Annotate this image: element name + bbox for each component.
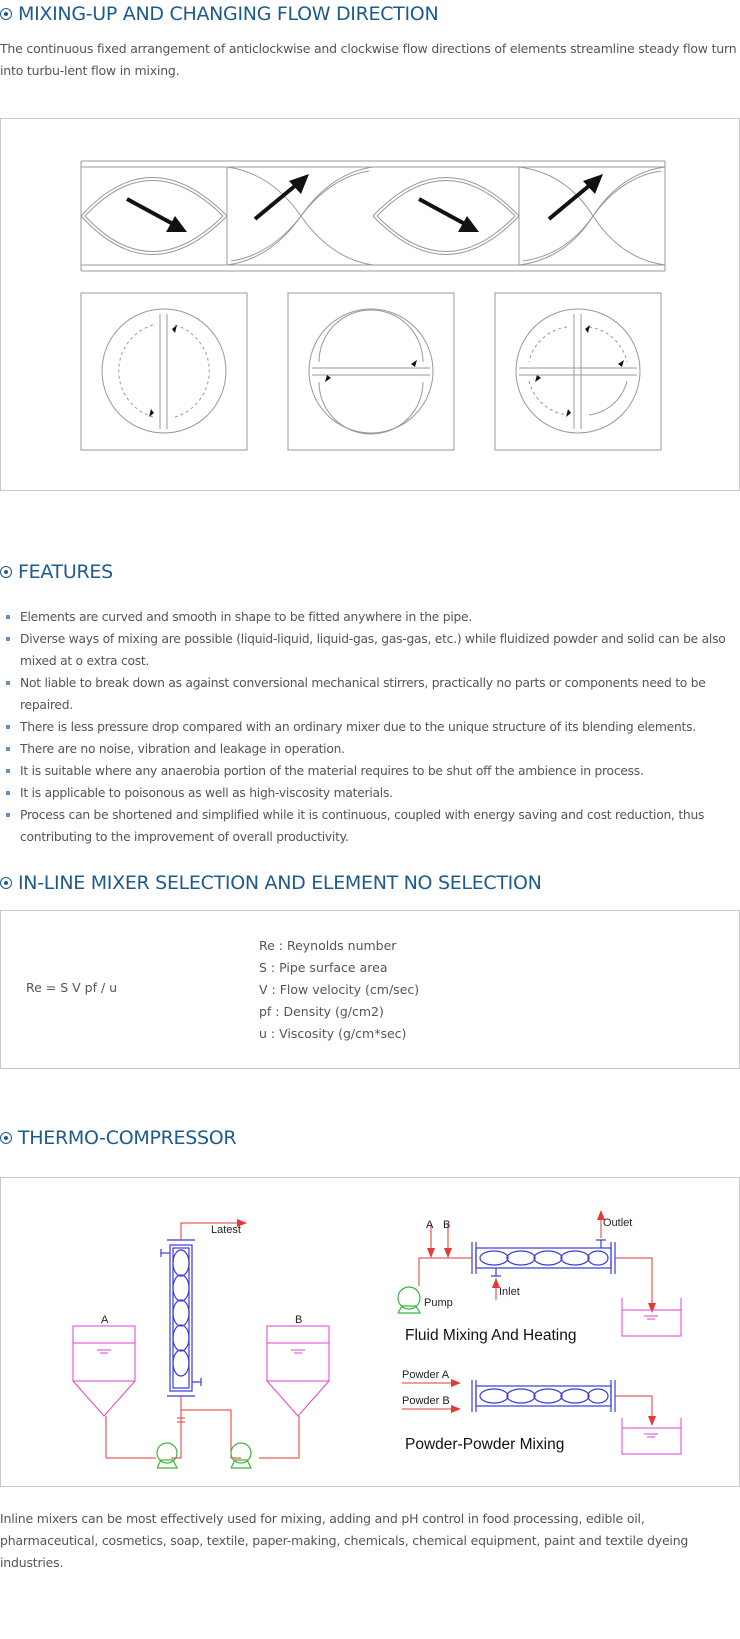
definition-item: u : Viscosity (g/cm*sec) [259,1026,407,1041]
outlet-label: Outlet [603,1217,633,1229]
thermo-diagram-box [0,1177,740,1487]
feature-item: It is suitable where any anaerobia portion of the material requires to be shut off the ambience in process. [0,760,740,782]
feature-item: It is applicable to poisonous as well as high-viscosity materials. [0,782,740,804]
inlet-a-label: A [426,1219,434,1231]
feature-item: Not liable to break down as against conversional mechanical stirrers, practically no parts or components need to be repaired. [0,672,740,716]
heading-bullet-icon [0,1132,12,1144]
tank-a-label: A [101,1314,109,1326]
feature-item: Process can be shortened and simplified while it is continuous, coupled with energy saving and cost reduction, thus contributing to the improvement of overall productivity. [0,804,740,848]
mixing-element-diagram [1,119,739,490]
section-heading-mixing [0,0,438,28]
feature-item: Elements are curved and smooth in shape to be fitted anywhere in the pipe. [0,606,740,628]
pump-label: Pump [424,1297,453,1309]
section-heading-thermo [0,1124,236,1152]
latest-label: Latest [211,1224,241,1236]
powder-mixing-label: Powder-Powder Mixing [405,1436,565,1453]
feature-item: Diverse ways of mixing are possible (liquid-liquid, liquid-gas, gas-gas, etc.) while fluidized powder and solid can be also mixed at o extra cost. [0,628,740,672]
inlet-label: Inlet [499,1286,520,1298]
definition-item: pf : Density (g/cm2) [259,1004,384,1019]
section-description: The continuous fixed arrangement of anticlockwise and clockwise flow directions of elements streamline steady flow turn into turbu-lent flow in mixing. [0,41,737,78]
thermo-compressor-diagram [1,1178,739,1486]
section-title: THERMO-COMPRESSOR [18,1127,237,1149]
section-title: IN-LINE MIXER SELECTION AND ELEMENT NO SELECTION [18,872,542,894]
fluid-mixing-label: Fluid Mixing And Heating [405,1327,577,1344]
section-title: MIXING-UP AND CHANGING FLOW DIRECTION [18,3,439,25]
heading-bullet-icon [0,8,12,20]
section-title: FEATURES [18,561,113,583]
definition-item: Re : Reynolds number [259,938,397,953]
heading-bullet-icon [0,877,12,889]
definition-item: S : Pipe surface area [259,960,388,975]
feature-item: There are no noise, vibration and leakage in operation. [0,738,740,760]
tank-b-label: B [295,1314,303,1326]
heading-bullet-icon [0,566,12,578]
feature-item: There is less pressure drop compared with an ordinary mixer due to the unique structure of its blending elements. [0,716,740,738]
formula-definitions [259,935,419,1045]
flow-diagram-box [0,118,740,491]
inlet-b-label: B [443,1219,451,1231]
reynolds-formula: Re = S V pf / u [26,980,118,995]
footer-text: Inline mixers can be most effectively used for mixing, adding and pH control in food processing, edible oil, pharmaceutical, cosmetics, soap, textile, paper-making, chemicals, chemical equipment, paint and textile dyeing industries. [0,1511,689,1570]
definition-item: V : Flow velocity (cm/sec) [259,982,420,997]
powder-b-label: Powder B [402,1395,450,1407]
powder-a-label: Powder A [402,1369,450,1381]
section-heading-features [0,558,113,586]
section-heading-selection [0,869,542,897]
features-list [0,606,740,848]
